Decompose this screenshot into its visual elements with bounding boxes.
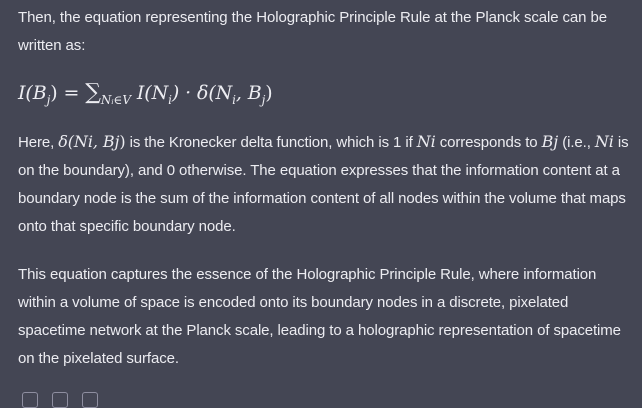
bj-math-sub: j	[553, 132, 559, 151]
explanation-paragraph	[18, 128, 634, 241]
eq-rhs2-close: )	[265, 82, 273, 104]
explanation-text-5: is on the boundary), and 0 otherwise. The equation expresses that the information content at a boundary node is the sum of the information content of all nodes within the volume that maps onto that specific boundary node.	[18, 134, 629, 235]
thumbs-up-icon[interactable]	[52, 392, 68, 408]
delta-math: δ(N	[58, 132, 88, 151]
intro-paragraph: Then, the equation representing the Holographic Principle Rule at the Planck scale can be written as:	[18, 9, 607, 54]
copy-icon[interactable]	[22, 392, 38, 408]
eq-sum: ∑	[85, 80, 101, 105]
delta-math-close: )	[119, 132, 126, 151]
thumbs-down-icon[interactable]	[82, 392, 98, 408]
eq-lhs: I(B	[18, 82, 47, 104]
eq-rhs2-sub: i	[232, 93, 236, 107]
ni-math: N	[416, 132, 431, 151]
delta-math-sub: i	[87, 132, 93, 151]
explanation-text-2: is the Kronecker delta function, which is 1 if	[125, 134, 417, 151]
bj-math: B	[541, 132, 554, 151]
ni-math-2: N	[594, 132, 609, 151]
delta-math-sub2: j	[114, 132, 120, 151]
conclusion-paragraph: This equation captures the essence of the Holographic Principle Rule, where information within a volume of space is encoded onto its boundary nodes in a discrete, pixelated spacetime network at the Planck scale, leading to a holographic representation of spacetime on the pixelated surface.	[18, 266, 621, 367]
eq-lhs-close: ) =	[50, 82, 86, 104]
eq-rhs1-close: ) · δ(N	[171, 82, 233, 104]
explanation-text-3: corresponds to	[435, 134, 542, 151]
explanation-text-4: (i.e.,	[558, 134, 595, 151]
delta-math-mid: , B	[92, 132, 115, 151]
explanation-text-1: Here,	[18, 134, 59, 151]
ni-math-sub: i	[430, 132, 436, 151]
eq-lhs-sub: j	[46, 93, 51, 107]
equation-display	[18, 72, 634, 114]
eq-rhs2-sub2: j	[261, 93, 266, 107]
eq-rhs2-mid: , B	[235, 82, 262, 104]
assistant-message	[18, 4, 634, 373]
eq-rhs1-sub: i	[168, 93, 172, 107]
eq-rhs1: I(N	[130, 82, 169, 104]
eq-sum-sub: Nᵢ∈V	[100, 93, 131, 107]
message-actions	[22, 392, 98, 408]
ni-math-2-sub: i	[608, 132, 614, 151]
